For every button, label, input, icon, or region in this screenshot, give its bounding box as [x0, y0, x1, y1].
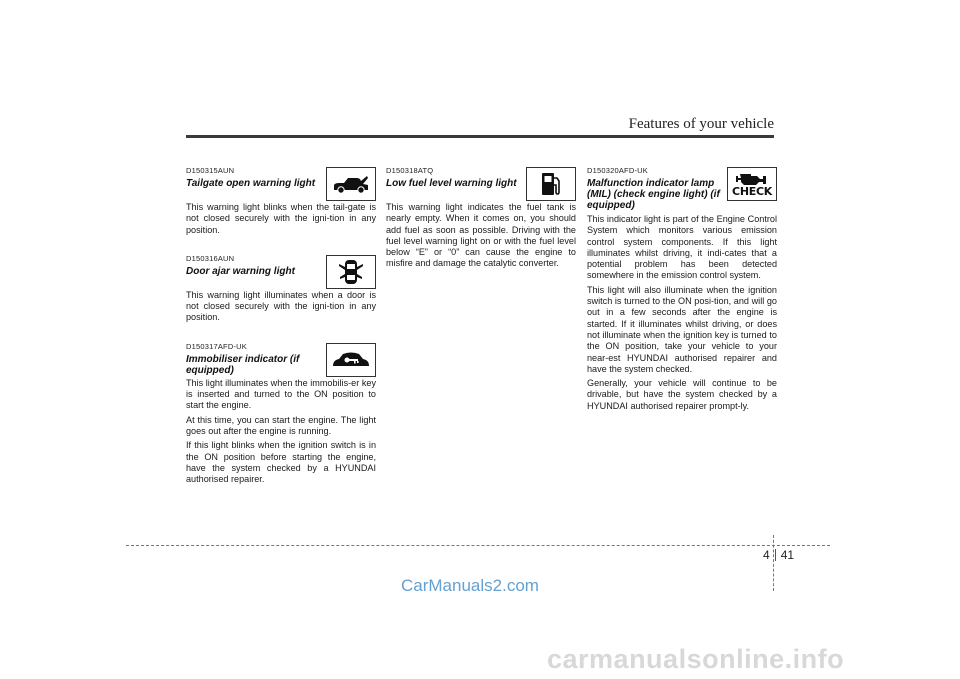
watermark-bottom: carmanualsonline.info — [547, 644, 845, 674]
section-title: Malfunction indicator lamp (MIL) (check engine light) (if equipped) — [587, 178, 720, 211]
section-code: D150318ATQ — [386, 166, 434, 175]
section-paragraph: If this light blinks when the ignition switch is in the ON position before starting the engine, have the system checked by a HYUNDAI authorised repairer. — [186, 440, 376, 485]
section-paragraph: This warning light illuminates when a door is not closed securely with the igni-tion in any position. — [186, 289, 376, 323]
check-engine-icon — [727, 167, 777, 201]
section-low-fuel — [386, 166, 576, 270]
section-malfunction-indicator — [587, 166, 777, 412]
section-paragraph: This indicator light is part of the Engine Control System which monitors various emission control system components. If this light illuminates whilst driving, it indi-cates that a potential problem has been detected somewhere in the emission control system. — [587, 214, 777, 281]
section-title: Low fuel level warning light — [386, 178, 517, 189]
page-number — [763, 548, 794, 562]
section-title: Door ajar warning light — [186, 265, 295, 277]
header-rule — [186, 135, 774, 138]
column-3 — [587, 166, 777, 430]
section-code: D150316AUN — [186, 253, 235, 263]
section-paragraph: This warning light indicates the fuel tank is nearly empty. When it comes on, you should add fuel as soon as possible. Driving with the fuel level warning light on or with the fuel level below “E” or “0” can cause the engine to misfire and damage the catalytic converter. — [386, 202, 576, 269]
section-code: D150317AFD-UK — [186, 341, 247, 351]
fuel-pump-icon — [526, 167, 576, 201]
immobiliser-icon — [326, 343, 376, 377]
section-immobiliser — [186, 342, 376, 486]
page-number-separator — [775, 549, 776, 561]
footer-dashed-rule — [126, 545, 830, 546]
check-label: CHECK — [732, 185, 772, 198]
watermark-top: CarManuals2.com — [401, 576, 539, 595]
door-ajar-icon — [326, 255, 376, 289]
chapter-number: 4 — [763, 548, 770, 562]
section-tailgate-open — [186, 166, 376, 236]
footer-vertical-rule — [773, 535, 774, 591]
section-paragraph: This light will also illuminate when the ignition switch is turned to the ON posi-tion, and will go out in a few seconds after the engine is started. If it illuminates whilst driving, or does not illuminate when the ignition key is turned to the ON position, take your vehicle to your near-est HYUNDAI authorised repairer and have the system checked. — [587, 284, 777, 374]
tailgate-open-icon — [326, 167, 376, 201]
column-1 — [186, 166, 376, 503]
section-paragraph: Generally, your vehicle will continue to be drivable, but have the system checked by a HYUNDAI authorised repairer prompt-ly. — [587, 378, 777, 411]
section-title: Immobiliser indicator (if equipped) — [186, 353, 300, 376]
page-header-title: Features of your vehicle — [628, 116, 774, 132]
section-paragraph: This warning light blinks when the tail-gate is not closed securely with the igni-tion in any position. — [186, 202, 376, 235]
page-number-value: 41 — [780, 548, 795, 562]
section-code: D150315AUN — [186, 166, 235, 175]
section-code: D150320AFD-UK — [587, 166, 648, 175]
section-title: Tailgate open warning light — [186, 178, 316, 189]
section-door-ajar — [186, 254, 376, 324]
section-paragraph: At this time, you can start the engine. The light goes out after the engine is running. — [186, 414, 376, 436]
column-2 — [386, 166, 576, 288]
section-paragraph: This light illuminates when the immobilis-er key is inserted and turned to the ON position to start the engine. — [186, 377, 376, 411]
